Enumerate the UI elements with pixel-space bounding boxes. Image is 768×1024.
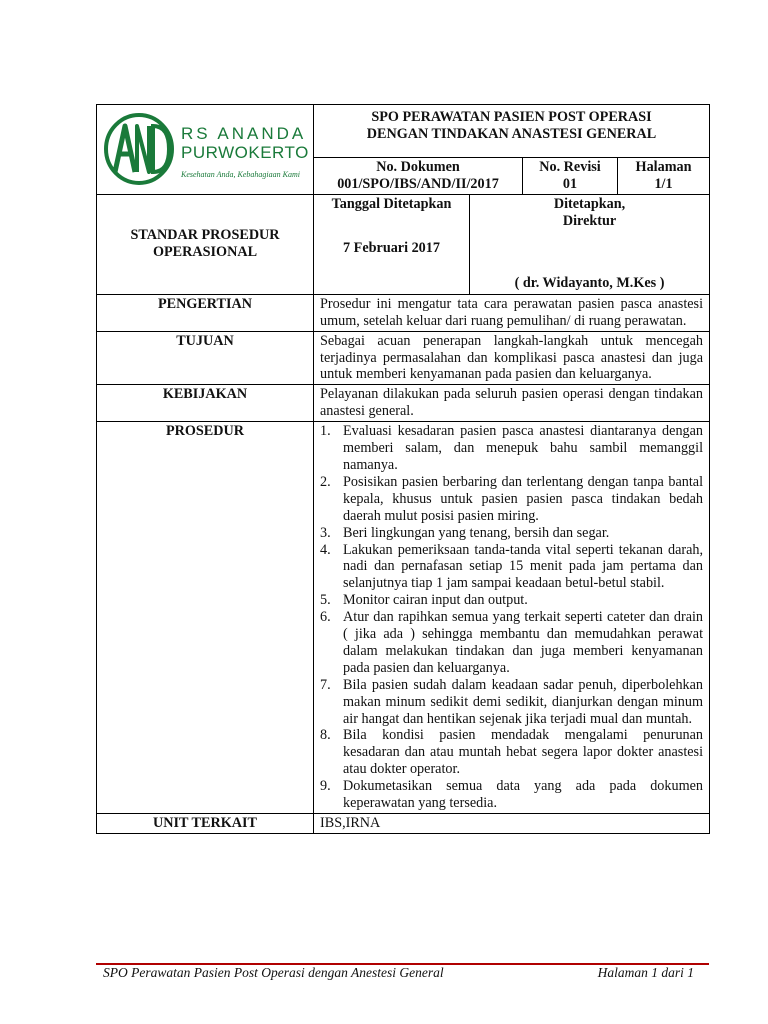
hospital-city: PURWOKERTO [181, 143, 309, 163]
approval-line-1: Ditetapkan, [553, 195, 626, 212]
footer-document-title: SPO Perawatan Pasien Post Operasi dengan Anestesi General [103, 965, 444, 980]
prosedur-step [320, 778, 703, 812]
prosedur-step [320, 542, 703, 593]
prosedur-step-number: 4. [320, 541, 331, 558]
unit-terkait-label: UNIT TERKAIT [97, 814, 314, 834]
revision-label: No. Revisi [539, 159, 601, 175]
prosedur-step-text: Posisikan pasien berbaring dan terlentang dengan tanpa bantal kepala, khusus untuk pasien pasien pasca tindakan bedah daerah mulut posisi pasien miring. [343, 473, 704, 524]
prosedur-step-text: Monitor cairan input dan output. [343, 592, 528, 609]
sop-label-cell [97, 194, 314, 294]
prosedur-step-text: Bila kondisi pasien mendadak mengalami penurunan kesadaran dan atau muntah hebat segera lapor dokter anastesi atau dokter operator. [343, 727, 704, 778]
prosedur-step [320, 525, 703, 542]
prosedur-step-number: 9. [320, 778, 331, 795]
prosedur-step-text: Evaluasi kesadaran pasien pasca anastesi diantaranya dengan memberi salam, dan menepuk bahu sambil memanggil namanya. [343, 423, 704, 473]
page-cell [618, 158, 710, 195]
date-value: 7 Februari 2017 [343, 239, 440, 256]
pengertian-label: PENGERTIAN [97, 294, 314, 331]
kebijakan-label: KEBIJAKAN [97, 385, 314, 422]
prosedur-step [320, 423, 703, 474]
prosedur-step-number: 7. [320, 676, 331, 693]
sop-label-line-2: OPERASIONAL [152, 244, 258, 261]
date-cell [314, 194, 470, 294]
title-line-1: SPO PERAWATAN PASIEN POST OPERASI [371, 109, 652, 125]
prosedur-step [320, 609, 703, 677]
prosedur-step-number: 2. [320, 473, 331, 490]
sop-label-line-1: STANDAR PROSEDUR [130, 227, 280, 244]
doc-number-value: 001/SPO/IBS/AND/II/2017 [337, 175, 499, 192]
page-label: Halaman [635, 159, 692, 175]
title-line-2: DENGAN TINDAKAN ANASTESI GENERAL [366, 125, 657, 142]
revision-cell [523, 158, 618, 195]
doc-number-label: No. Dokumen [376, 159, 460, 175]
hospital-logo [97, 106, 313, 192]
revision-value: 01 [562, 175, 578, 192]
document-title [314, 105, 710, 158]
prosedur-step-number: 5. [320, 592, 331, 609]
prosedur-step [320, 677, 703, 728]
prosedur-step-text: Atur dan rapihkan semua yang terkait seperti cateter dan drain ( jika ada ) sehingga membantu dan memudahkan perawat dalam melakukan tindakan dan juga memberi kenyamanan pada pasien dan keluarganya. [343, 609, 704, 676]
signatory-name: ( dr. Widayanto, M.Kes ) [514, 274, 665, 291]
hospital-name: RS ANANDA [181, 124, 307, 144]
prosedur-step-text: Beri lingkungan yang tenang, bersih dan segar. [343, 524, 610, 541]
doc-number-cell [314, 158, 523, 195]
page-value: 1/1 [654, 175, 673, 192]
approval-line-2: Direktur [562, 212, 617, 229]
tujuan-label: TUJUAN [97, 331, 314, 385]
tujuan-text: Sebagai acuan penerapan langkah-langkah untuk mencegah terjadinya permasalahan dan komplikasi pasca anastesi dan juga untuk memberi kenyamanan pada pasien dan keluarganya. [314, 331, 710, 385]
prosedur-step-number: 3. [320, 524, 331, 541]
prosedur-steps-list [320, 423, 703, 812]
prosedur-steps-cell [314, 422, 710, 814]
date-label: Tanggal Ditetapkan [331, 195, 452, 212]
prosedur-label: PROSEDUR [97, 422, 314, 814]
pengertian-text: Prosedur ini mengatur tata cara perawatan pasien pasca anastesi umum, setelah keluar dari ruang pemulihan/ di ruang perawatan. [314, 294, 710, 331]
prosedur-step [320, 592, 703, 609]
prosedur-step-text: Dokumetasikan semua data yang ada pada dokumen keperawatan yang tersedia. [343, 778, 704, 812]
approval-cell [470, 194, 710, 294]
kebijakan-text: Pelayanan dilakukan pada seluruh pasien operasi dengan tindakan anastesi general. [314, 385, 710, 422]
prosedur-step-number: 6. [320, 609, 331, 626]
prosedur-step [320, 727, 703, 778]
sop-document-table [96, 104, 710, 834]
prosedur-step-number: 8. [320, 727, 331, 744]
hospital-emblem-icon [103, 112, 175, 186]
prosedur-step [320, 474, 703, 525]
unit-terkait-text: IBS,IRNA [314, 814, 710, 834]
prosedur-step-text: Lakukan pemeriksaan tanda-tanda vital seperti tekanan darah, nadi dan pernafasan setiap 15 menit pada jam pertama dan selanjutnya tiap 1 jam sampai keadaan betul-betul stabil. [343, 541, 704, 592]
prosedur-step-text: Bila pasien sudah dalam keadaan sadar penuh, diperbolehkan makan minum sedikit demi sedikit, dianjurkan dengan minum air hangat dan hentikan sejenak jika terjadi mual dan muntah. [343, 676, 704, 727]
prosedur-step-number: 1. [320, 423, 331, 440]
hospital-tagline: Kesehatan Anda, Kebahagiaan Kami [181, 170, 300, 180]
footer-page-number: Halaman 1 dari 1 [597, 965, 694, 980]
hospital-logo-cell [97, 105, 314, 195]
